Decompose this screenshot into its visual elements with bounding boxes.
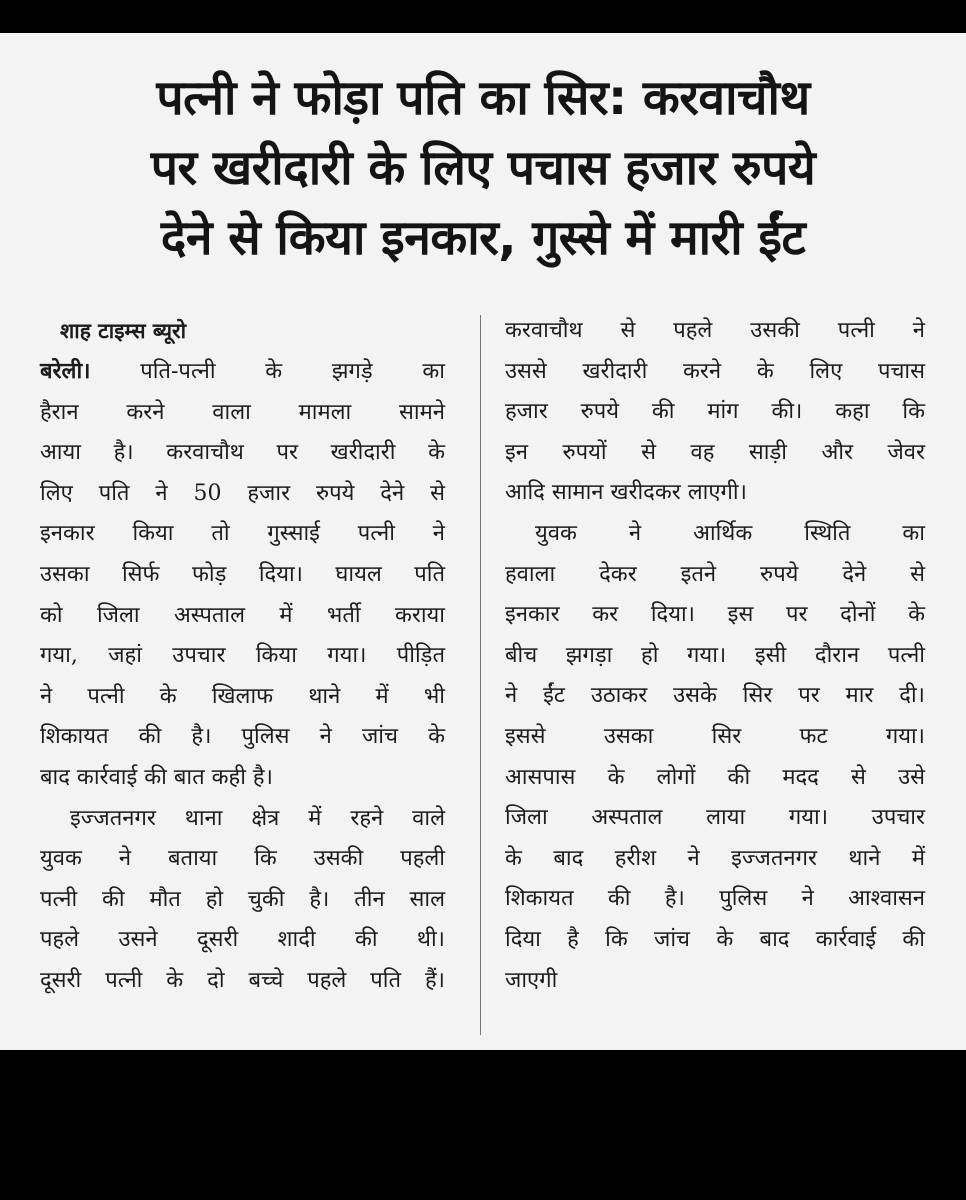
text-line: बीच झगड़ा हो गया। इसी दौरान पत्नी [505, 642, 925, 668]
headline [22, 63, 944, 273]
text-line: गया, जहां उपचार किया गया। पीड़ित [40, 643, 445, 669]
text-line: ने पत्नी के खिलाफ थाने में भी [40, 683, 445, 709]
text-line: को जिला अस्पताल में भर्ती कराया [40, 602, 445, 628]
text-line: इन रुपयों से वह साड़ी और जेवर [505, 439, 925, 465]
paragraph [505, 514, 925, 1001]
text-line: दिया है कि जांच के बाद कार्रवाई की [505, 926, 925, 952]
text-line: हजार रुपये की मांग की। कहा कि [505, 399, 925, 425]
paragraph [40, 799, 445, 1002]
text-line: पहले उसने दूसरी शादी की थी। [40, 927, 445, 953]
text-line: के बाद हरीश ने इज्जतनगर थाने में [505, 845, 925, 871]
newspaper-clipping [0, 33, 966, 1050]
text-line: इनकार किया तो गुस्साई पत्नी ने [40, 521, 445, 547]
text-line: इससे उसका सिर फट गया। [505, 723, 925, 749]
text-line: ने ईंट उठाकर उसके सिर पर मार दी। [505, 683, 925, 709]
text-line: युवक ने बताया कि उसकी पहली [40, 846, 445, 872]
text-line: इज्जतनगर थाना क्षेत्र में रहने वाले [70, 805, 445, 831]
byline: शाह टाइम्स ब्यूरो [60, 319, 187, 343]
top-black-bar [0, 0, 966, 33]
text-line: उससे खरीदारी करने के लिए पचास [505, 358, 925, 384]
dateline: बरेली। [40, 358, 91, 384]
column-divider [480, 315, 481, 1035]
text-line: जिला अस्पताल लाया गया। उपचार [505, 805, 925, 831]
headline-line: पत्नी ने फोड़ा पति का सिर: करवाचौथ [156, 70, 810, 126]
text-line: इनकार कर दिया। इस पर दोनों के [505, 602, 925, 628]
text-line: आसपास के लोगों की मदद से उसे [505, 764, 925, 790]
text-line: हवाला देकर इतने रुपये देने से [505, 561, 925, 587]
text-line: बाद कार्रवाई की बात कही है। [40, 764, 273, 790]
paragraph [40, 351, 445, 799]
text-line: लिए पति ने 50 हजार रुपये देने से [40, 480, 445, 506]
text-line: जाएगी [505, 967, 558, 993]
text-line: शिकायत की है। पुलिस ने जांच के [40, 724, 445, 750]
left-column [40, 311, 445, 1002]
text-line: युवक ने आर्थिक स्थिति का [535, 520, 925, 546]
text-line: हैरान करने वाला मामला सामने [40, 399, 445, 425]
text-fragment: पति-पत्नी के झगड़े का [140, 359, 445, 384]
text-line: आया है। करवाचौथ पर खरीदारी के [40, 440, 445, 466]
text-line: शिकायत की है। पुलिस ने आश्वासन [505, 886, 925, 912]
paragraph [505, 311, 925, 514]
text-line: दूसरी पत्नी के दो बच्चे पहले पति हैं। [40, 967, 445, 993]
text-line [40, 351, 445, 393]
text-line: उसका सिर्फ फोड़ दिया। घायल पति [40, 561, 445, 587]
bottom-black-bar [0, 1050, 966, 1200]
text-line: आदि सामान खरीदकर लाएगी। [505, 480, 747, 506]
text-line: पत्नी की मौत हो चुकी है। तीन साल [40, 886, 445, 912]
headline-line: देने से किया इनकार, गुस्से में मारी ईंट [160, 210, 806, 266]
headline-line: पर खरीदारी के लिए पचास हजार रुपये [150, 140, 816, 196]
text-line: करवाचौथ से पहले उसकी पत्नी ने [505, 318, 925, 343]
right-column [505, 311, 925, 1001]
